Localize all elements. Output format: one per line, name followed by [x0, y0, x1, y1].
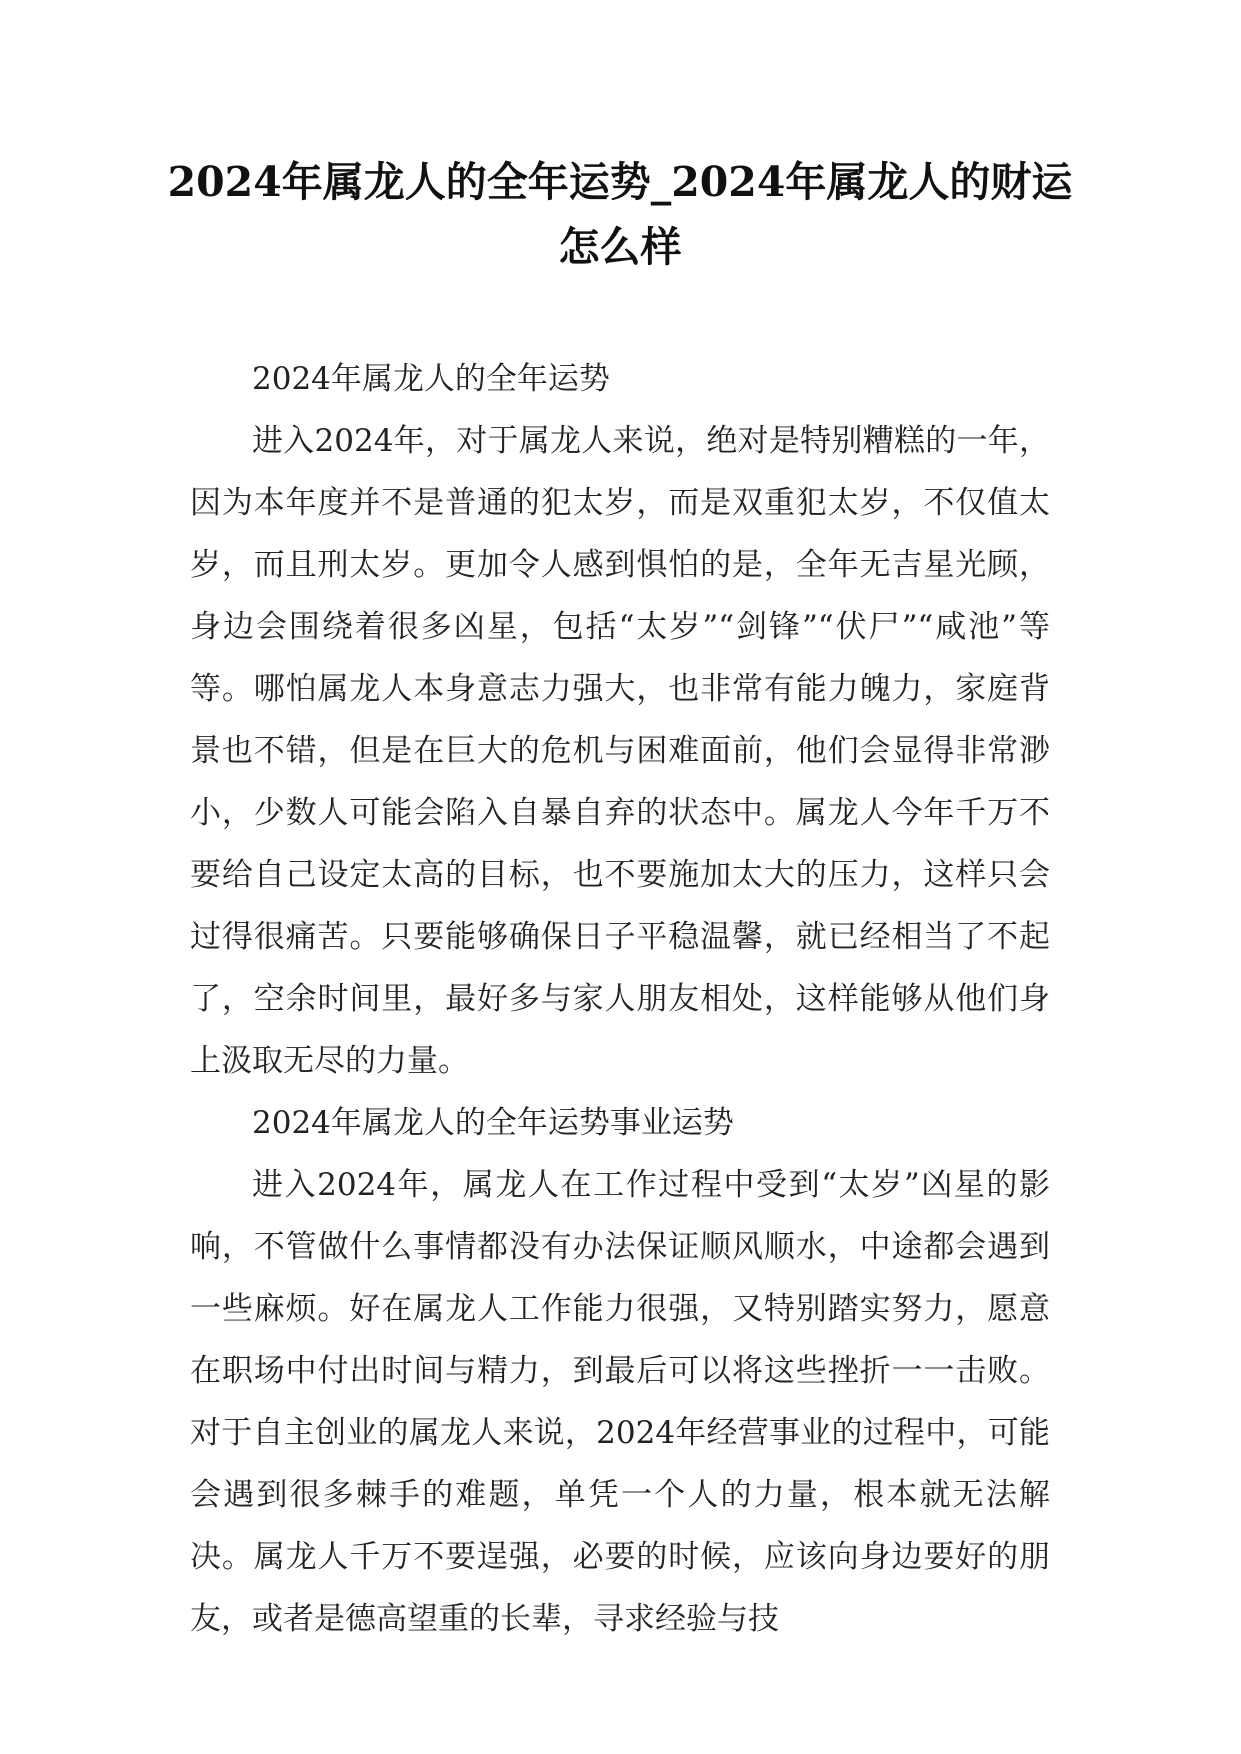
- section-heading: 2024年属龙人的全年运势事业运势: [252, 1105, 734, 1141]
- document-body: [190, 348, 1050, 1650]
- body-paragraph: 进入2024年，属龙人在工作过程中受到“太岁”凶星的影响，不管做什么事情都没有办法保证顺风顺水，中途都会遇到一些麻烦。好在属龙人工作能力很强，又特别踏实努力，愿意在职场中付出时间与精力，到最后可以将这些挫折一一击败。对于自主创业的属龙人来说，2024年经营事业的过程中，可能会遇到很多棘手的难题，单凭一个人的力量，根本就无法解决。属龙人千万不要逞强，必要的时候，应该向身边要好的朋友，或者是德高望重的长辈，寻求经验与技: [190, 1167, 1050, 1637]
- body-paragraph: 进入2024年，对于属龙人来说，绝对是特别糟糕的一年，因为本年度并不是普通的犯太岁，而是双重犯太岁，不仅值太岁，而且刑太岁。更加令人感到惧怕的是，全年无吉星光顾，身边会围绕着很多凶星，包括“太岁”“剑锋”“伏尸”“咸池”等等。哪怕属龙人本身意志力强大，也非常有能力魄力，家庭背景也不错，但是在巨大的危机与困难面前，他们会显得非常渺小，少数人可能会陷入自暴自弃的状态中。属龙人今年千万不要给自己设定太高的目标，也不要施加太大的压力，这样只会过得很痛苦。只要能够确保日子平稳温馨，就已经相当了不起了，空余时间里，最好多与家人朋友相处，这样能够从他们身上汲取无尽的力量。: [190, 423, 1050, 1079]
- document-title: 2024年属龙人的全年运势_2024年属龙人的财运怎么样: [167, 158, 1073, 271]
- section-heading: 2024年属龙人的全年运势: [252, 361, 610, 397]
